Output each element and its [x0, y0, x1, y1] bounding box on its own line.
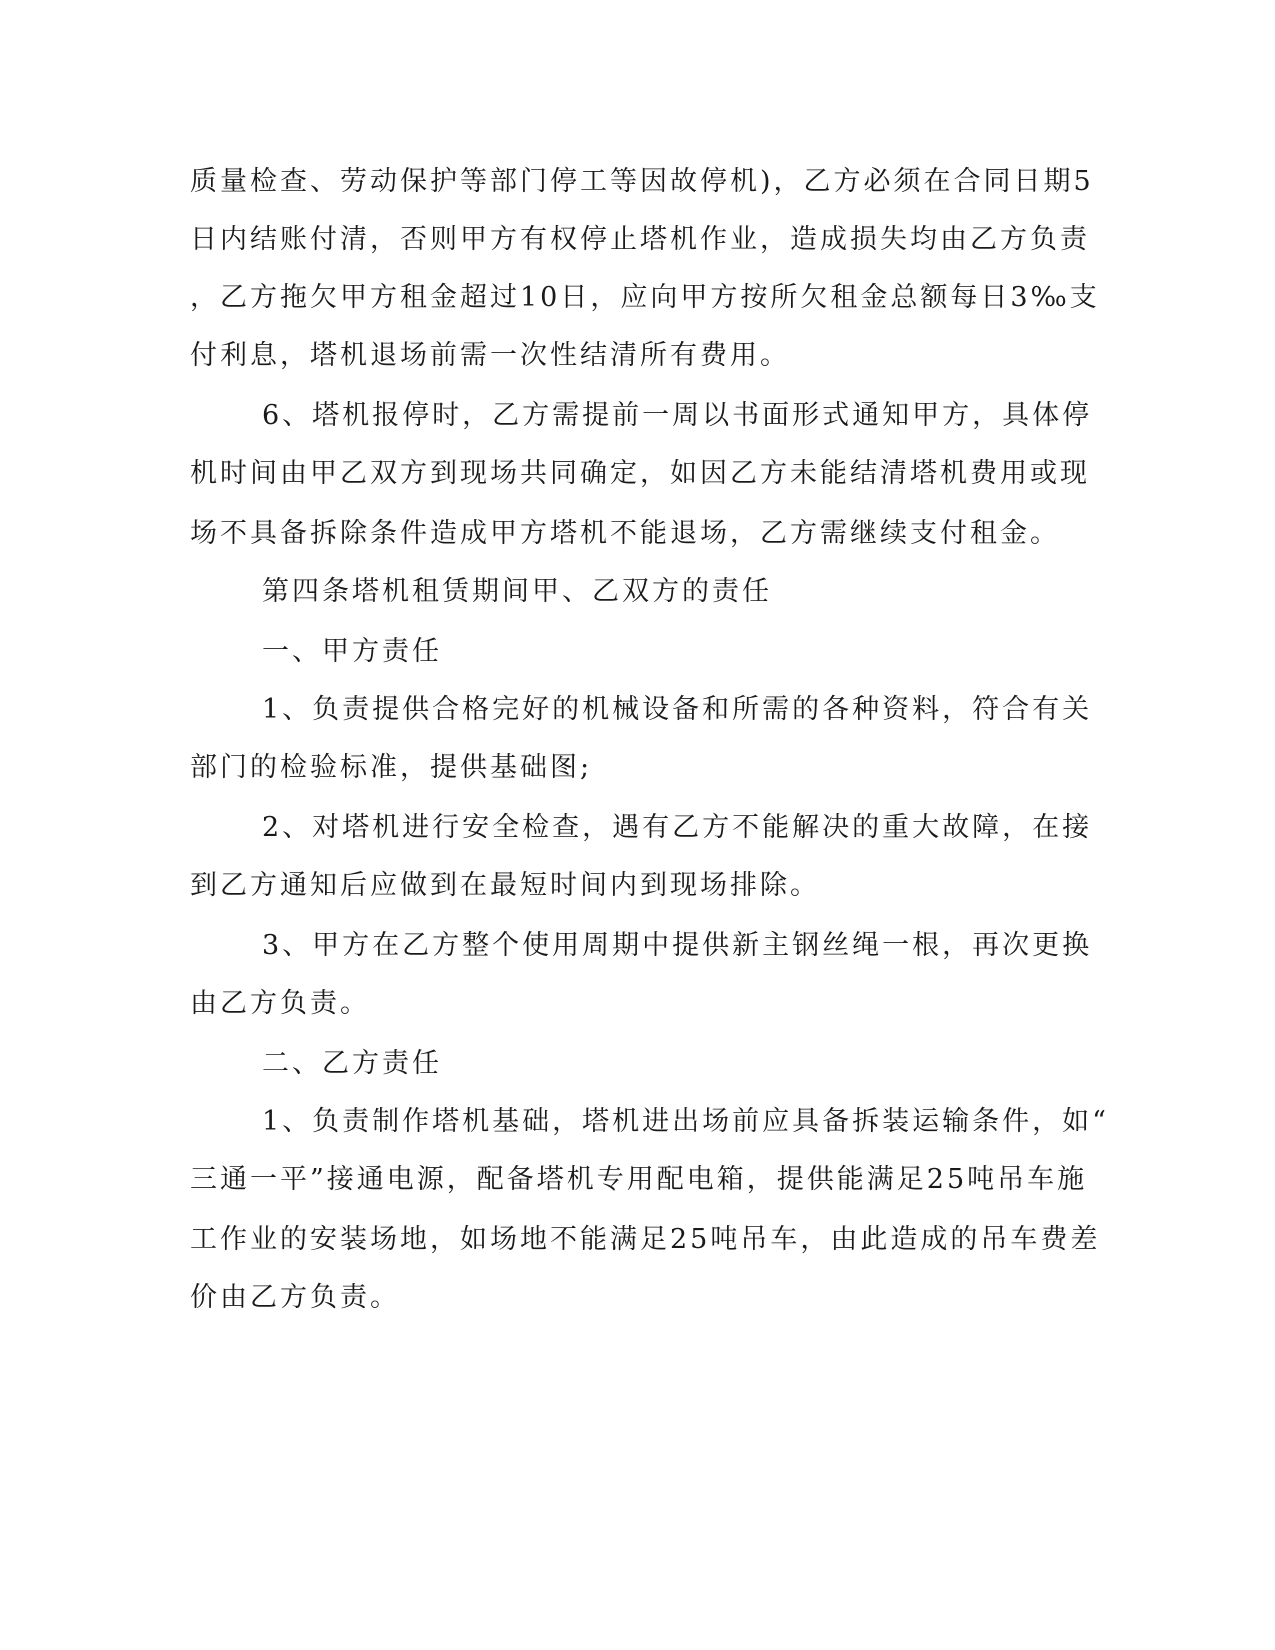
paragraph-line: 1、负责提供合格完好的机械设备和所需的各种资料，符合有关	[262, 694, 1093, 725]
paragraph-line: 3、甲方在乙方整个使用周期中提供新主钢丝绳一根，再次更换	[262, 930, 1093, 961]
paragraph-line: 付利息，塔机退场前需一次性结清所有费用。	[190, 340, 790, 371]
paragraph-line: 1、负责制作塔机基础，塔机进出场前应具备拆装运输条件，如“	[262, 1106, 1109, 1137]
paragraph-line: 部门的检验标准，提供基础图;	[190, 752, 593, 783]
paragraph-line: 到乙方通知后应做到在最短时间内到现场排除。	[190, 870, 820, 901]
paragraph-line: 日内结账付清，否则甲方有权停止塔机作业，造成损失均由乙方负责	[190, 224, 1090, 255]
subsection-heading: 一、甲方责任	[262, 636, 442, 667]
paragraph-line: ，乙方拖欠甲方租金超过10日，应向甲方按所欠租金总额每日3‰支	[190, 282, 1100, 313]
section-heading: 第四条塔机租赁期间甲、乙双方的责任	[262, 576, 772, 607]
paragraph-line: 工作业的安装场地，如场地不能满足25吨吊车，由此造成的吊车费差	[190, 1224, 1101, 1255]
paragraph-line: 2、对塔机进行安全检查，遇有乙方不能解决的重大故障，在接	[262, 812, 1093, 843]
paragraph-line: 价由乙方负责。	[190, 1282, 400, 1313]
paragraph-line: 场不具备拆除条件造成甲方塔机不能退场，乙方需继续支付租金。	[190, 518, 1060, 549]
paragraph-line: 质量检查、劳动保护等部门停工等因故停机)，乙方必须在合同日期5	[190, 166, 1094, 197]
paragraph-line: 6、塔机报停时，乙方需提前一周以书面形式通知甲方，具体停	[262, 400, 1093, 431]
paragraph-line: 由乙方负责。	[190, 988, 370, 1019]
subsection-heading: 二、乙方责任	[262, 1048, 442, 1079]
paragraph-line: 机时间由甲乙双方到现场共同确定，如因乙方未能结清塔机费用或现	[190, 458, 1090, 489]
paragraph-line: 三通一平”接通电源，配备塔机专用配电箱，提供能满足25吨吊车施	[190, 1164, 1088, 1195]
